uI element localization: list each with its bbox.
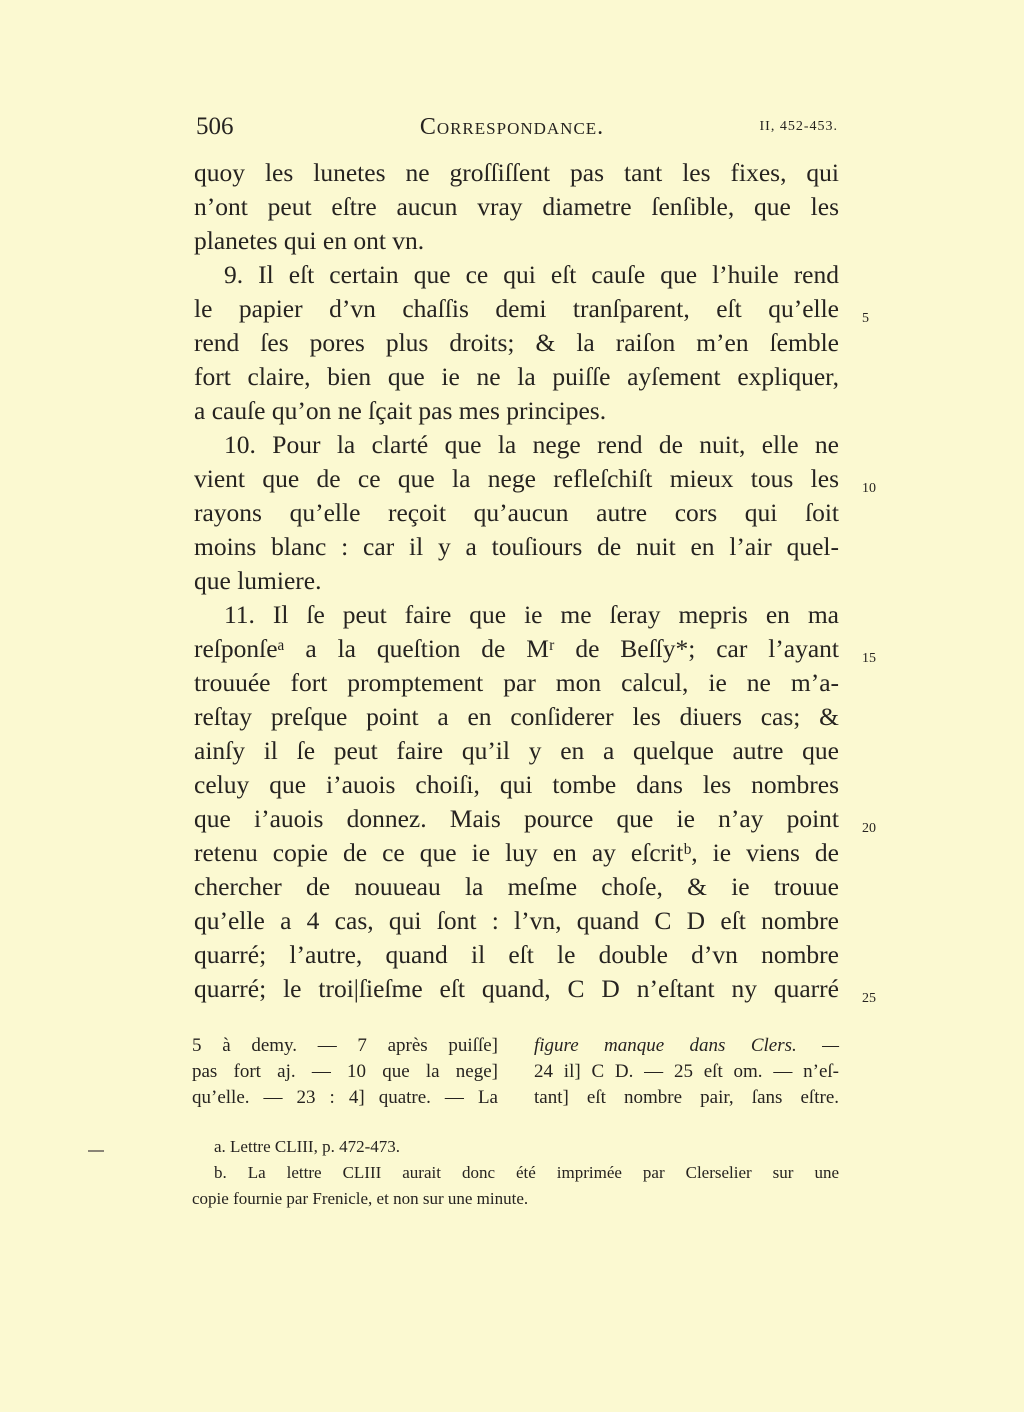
text-line: reſponſeᵃ a la queſtion de Mʳ de Beſſy*; car l’ayant (194, 634, 839, 663)
variant-note: tant] eſt nombre pair, ſans eſtre. (534, 1087, 839, 1108)
text-line: trouuée fort promptement par mon calcul, ie ne m’a- (194, 668, 839, 697)
footnote: b. La lettre CLIII aurait donc été imprimée par Clerselier sur une (214, 1163, 839, 1182)
line-number: 25 (862, 991, 876, 1006)
text-line: fort claire, bien que ie ne la puiſſe ayſement expliquer, (194, 362, 839, 391)
text-line: moins blanc : car il y a touſiours de nuit en l’air quel- (194, 532, 839, 561)
footnotes (192, 1134, 839, 1212)
text-line: quoy les lunetes ne groſſiſſent pas tant les fixes, qui (194, 158, 839, 187)
text-line: 10. Pour la clarté que la nege rend de nuit, elle ne (224, 430, 839, 459)
text-line: que lumiere. (194, 566, 322, 595)
variant-notes-right (534, 1033, 839, 1111)
text-line: n’ont peut eſtre aucun vray diametre ſenſible, que les (194, 192, 839, 221)
text-line: a cauſe qu’on ne ſçait pas mes principes. (194, 396, 607, 425)
text-line: 9. Il eſt certain que ce qui eſt cauſe que l’huile rend (224, 260, 839, 289)
text-line: planetes qui en ont vn. (194, 226, 425, 255)
text-line: chercher de nouueau la meſme choſe, & ie trouue (194, 872, 839, 901)
text-line: rend ſes pores plus droits; & la raiſon m’en ſemble (194, 328, 839, 357)
line-number: 15 (862, 651, 876, 666)
text-line: le papier d’vn chaſſis demi tranſparent, eſt qu’elle (194, 294, 839, 323)
variant-note: 24 il] C D. — 25 eſt om. — n’eſ- (534, 1061, 839, 1082)
footnote: copie fournie par Frenicle, et non sur une minute. (192, 1189, 529, 1208)
variant-note: figure manque dans Clers. — (534, 1035, 839, 1056)
text-line: retenu copie de ce que ie luy en ay eſcritᵇ, ie viens de (194, 838, 839, 867)
line-number: 5 (862, 311, 869, 326)
text-line: quarré; l’autre, quand il eſt le double d’vn nombre (194, 940, 839, 969)
variant-notes-left (192, 1033, 498, 1111)
line-number: 20 (862, 821, 876, 836)
text-line: rayons qu’elle reçoit qu’aucun autre cors qui ſoit (194, 498, 839, 527)
main-text (194, 156, 839, 1006)
text-line: 11. Il ſe peut faire que ie me ſeray mepris en ma (224, 600, 839, 629)
text-line: reſtay preſque point a en conſiderer les diuers cas; & (194, 702, 839, 731)
page-number: 506 (196, 113, 234, 140)
line-number: 10 (862, 481, 876, 496)
volume-reference: II, 452-453. (759, 119, 838, 134)
variant-note: qu’elle. — 23 : 4] quatre. — La (192, 1087, 498, 1108)
footnote: a. Lettre CLIII, p. 472-473. (214, 1137, 400, 1156)
text-line: que i’auois donnez. Mais pource que ie n’ay point (194, 804, 839, 833)
variant-note: 5 à demy. — 7 après puiſſe] (192, 1035, 498, 1056)
variant-note: pas fort aj. — 10 que la nege] (192, 1061, 498, 1082)
text-line: vient que de ce que la nege refleſchiſt mieux tous les (194, 464, 839, 493)
running-title: Correspondance. (419, 114, 605, 140)
text-line: qu’elle a 4 cas, qui ſont : l’vn, quand C D eſt nombre (194, 906, 839, 935)
text-line: quarré; le troi|ſieſme eſt quand, C D n’eſtant ny quarré (194, 974, 839, 1003)
margin-mark (88, 1150, 104, 1152)
text-line: celuy que i’auois choiſi, qui tombe dans les nombres (194, 770, 839, 799)
text-line: ainſy il ſe peut faire qu’il y en a quelque autre que (194, 736, 839, 765)
